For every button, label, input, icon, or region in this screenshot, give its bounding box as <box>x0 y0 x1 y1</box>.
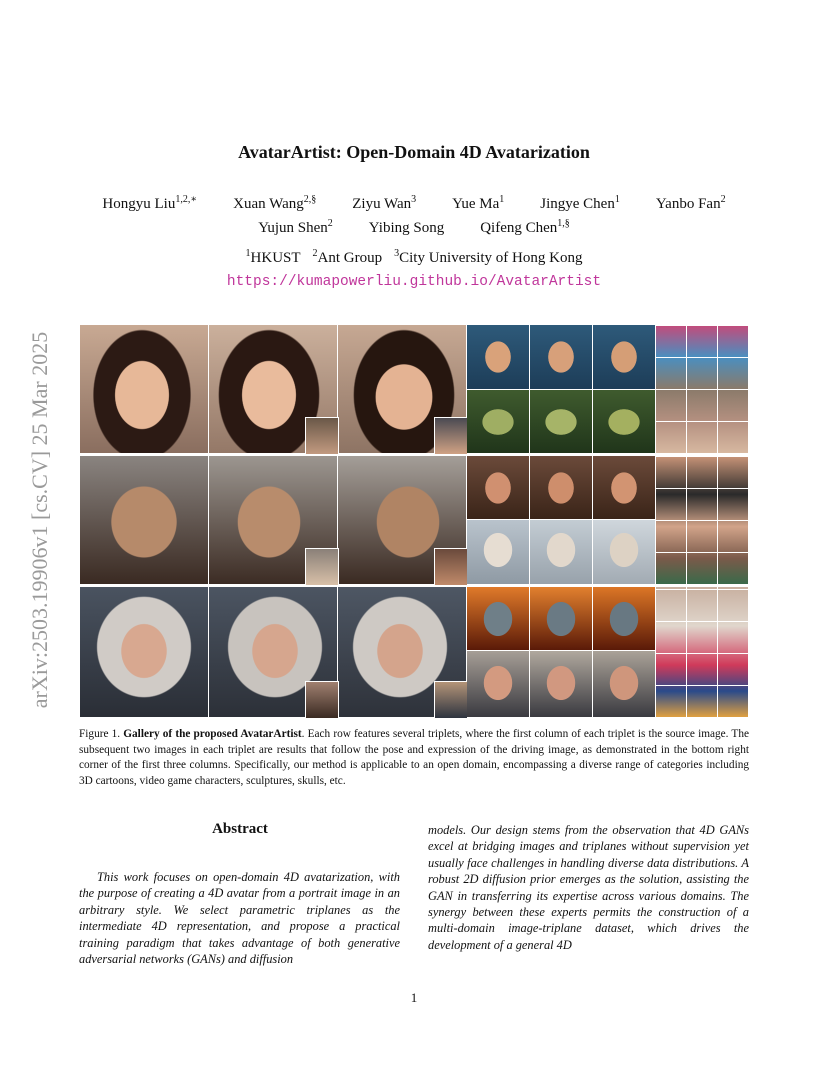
gallery-image-man-cartoon <box>467 325 529 389</box>
driving-image-inset <box>305 681 339 719</box>
gallery-image-old-man <box>467 651 529 717</box>
gallery-image-yoda <box>467 390 529 453</box>
driving-image-inset <box>434 417 468 455</box>
gallery-image-cartoon-man <box>530 456 592 519</box>
author-name <box>352 194 416 213</box>
author-affiliation-sup: 2 <box>720 194 726 205</box>
gallery-image-cartoon-man <box>467 456 529 519</box>
gallery-image-man-cartoon <box>530 325 592 389</box>
author-name-text: Jingye Chen <box>540 196 615 212</box>
gallery-image-skull <box>467 587 529 650</box>
author-affiliation-sup: 3 <box>411 194 417 205</box>
author-name <box>656 194 726 213</box>
author-affiliation-sup: 1,2,∗ <box>175 194 198 205</box>
gallery-image-yoda <box>530 390 592 453</box>
author-name <box>102 194 197 213</box>
gallery-grid-small-faces <box>656 325 748 453</box>
abstract-right-column <box>428 822 749 953</box>
gallery-image-sculpture <box>593 520 655 584</box>
affiliations <box>0 248 828 267</box>
author-name <box>369 218 444 237</box>
author-name-text: Yujun Shen <box>258 220 328 236</box>
gallery-image-monkey-source <box>80 587 208 717</box>
author-affiliation-sup: 2 <box>327 218 333 229</box>
figure-gallery <box>80 325 748 717</box>
caption-label: Figure 1. <box>79 728 121 740</box>
gallery-grid-small-faces <box>656 587 748 717</box>
gallery-image-old-man <box>593 651 655 717</box>
gallery-image-skull <box>530 587 592 650</box>
paper-title: AvatarArtist: Open-Domain 4D Avatarization <box>238 142 590 162</box>
page-number: 1 <box>410 990 418 1005</box>
driving-image-inset <box>434 548 468 586</box>
affiliation-name: City University of Hong Kong <box>399 250 583 266</box>
driving-image-inset <box>305 548 339 586</box>
gallery-image-goblin-source <box>80 456 208 584</box>
caption-text: . Each row features several triplets, where the first column of each triplet is the source image. The subsequent two images in each triplet are results that follow the pose and expression of the driving image, as demonstrated in the bottom right corner of the first three columns. Specifically, our method is applicable to an open domain, encompassing a diverse range of categories including 3D cartoons, video game characters, sculptures, skulls, etc. <box>79 728 749 787</box>
author-name <box>258 218 333 237</box>
affiliation <box>246 250 301 266</box>
author-name-text: Xuan Wang <box>233 196 304 212</box>
driving-image-inset <box>434 681 468 719</box>
author-name-text: Ziyu Wan <box>352 196 412 212</box>
author-name <box>540 194 620 213</box>
affiliation-sup: 3 <box>394 248 400 259</box>
author-name-text: Yibing Song <box>368 220 445 236</box>
affiliation-name: HKUST <box>250 250 301 266</box>
author-affiliation-sup: 2,§ <box>303 194 317 205</box>
gallery-image-woman-source <box>80 325 208 453</box>
caption-bold-title: Gallery of the proposed AvatarArtist <box>123 728 302 740</box>
abstract-paragraph-left: This work focuses on open-domain 4D avatarization, with the purpose of creating a 4D avatar from a portrait image in an arbitrary style. We select parametric triplanes as the intermediate 4D representation, and propose a practical training paradigm that takes advantage of both generative adversarial networks (GANs) and diffusion <box>79 870 400 967</box>
gallery-image-sculpture <box>530 520 592 584</box>
author-affiliation-sup: 1,§ <box>557 218 570 229</box>
gallery-grid-small-faces <box>656 456 748 584</box>
abstract-paragraph-right: models. Our design stems from the observation that 4D GANs excel at bridging images and triplanes without supervision yet usually face challenges in handling diverse data distributions. A robust 2D diffusion prior emerges as the solution, assisting the GAN in transferring its expertise across various domains. The synergy between these experts permits the construction of a multi-domain image-triplane dataset, which drives the development of a general 4D <box>428 823 749 952</box>
author-name <box>480 218 570 237</box>
affiliation <box>313 250 383 266</box>
arxiv-id-text: arXiv:2503.19906v1 [cs.CV] 25 Mar 2025 <box>27 331 52 709</box>
gallery-image-skull <box>593 587 655 650</box>
gallery-image-man-cartoon <box>593 325 655 389</box>
driving-image-inset <box>305 417 339 455</box>
abstract-heading: Abstract <box>212 821 268 837</box>
affiliation-sup: 2 <box>312 248 318 259</box>
affiliation-sup: 1 <box>245 248 251 259</box>
author-affiliation-sup: 1 <box>614 194 620 205</box>
project-url-link[interactable]: https://kumapowerliu.github.io/AvatarArtist <box>226 274 602 290</box>
figure-caption <box>79 727 749 789</box>
gallery-image-cartoon-man <box>593 456 655 519</box>
authors-line-1 <box>0 194 828 213</box>
affiliation-name: Ant Group <box>317 250 383 266</box>
abstract-left-column <box>79 869 400 967</box>
gallery-image-yoda <box>593 390 655 453</box>
author-name-text: Hongyu Liu <box>102 196 176 212</box>
affiliation <box>394 250 582 266</box>
author-name-text: Yue Ma <box>452 196 500 212</box>
gallery-image-sculpture <box>467 520 529 584</box>
author-name-text: Qifeng Chen <box>480 220 558 236</box>
author-name <box>233 194 316 213</box>
author-affiliation-sup: 1 <box>499 194 505 205</box>
gallery-image-old-man <box>530 651 592 717</box>
authors-line-2 <box>0 218 828 237</box>
author-name <box>452 194 504 213</box>
author-name-text: Yanbo Fan <box>655 196 721 212</box>
